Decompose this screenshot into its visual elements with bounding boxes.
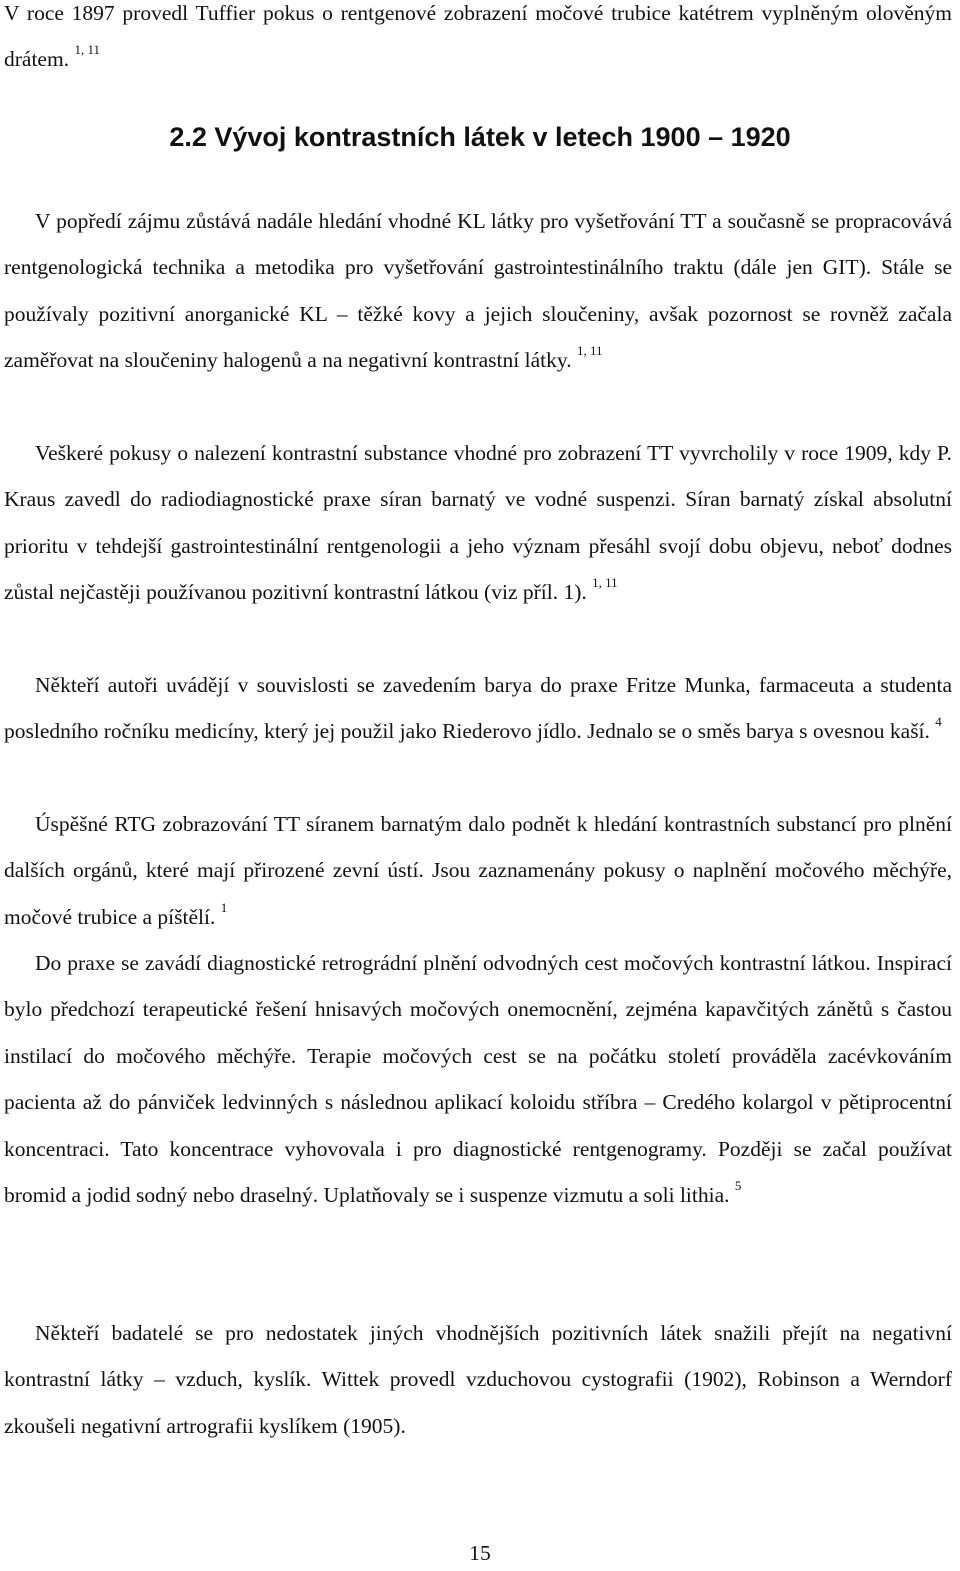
intro-citation: 1, 11 (74, 42, 100, 58)
paragraph-3 (4, 662, 952, 755)
paragraph-6 (4, 1310, 952, 1449)
paragraph-text: Úspěšné RTG zobrazování TT síranem barnatým dalo podnět k hledání kontrastních substancí pro plnění dalších orgánů, které mají přirozené zevní ústí. Jsou zaznamenány pokusy o naplnění močového měchýře, močové trubice a píštělí. (4, 812, 952, 929)
citation-ref: 4 (935, 714, 942, 730)
section-heading: 2.2 Vývoj kontrastních látek v letech 1900 – 1920 (169, 122, 791, 152)
citation-ref: 1, 11 (592, 575, 618, 591)
paragraph-text: Někteří badatelé se pro nedostatek jiných vhodnějších pozitivních látek snažili přejít na negativní kontrastní látky – vzduch, kyslík. Wittek provedl vzduchovou cystografii (1902), Robinson a Werndorf zkoušeli negativní artrografii kyslíkem (1905). (4, 1321, 952, 1438)
page-number: 15 (469, 1541, 491, 1565)
citation-ref: 1, 11 (576, 343, 603, 359)
citation-ref: 1 (220, 899, 228, 915)
paragraph-1 (4, 198, 952, 384)
paragraph-5 (4, 940, 952, 1218)
intro-text: V roce 1897 provedl Tuffier pokus o rentgenové zobrazení močové trubice katétrem vyplněným olověným drátem. (4, 1, 952, 72)
paragraph-text: V popředí zájmu zůstává nadále hledání vhodné KL látky pro vyšetřování TT a současně se propracovává rentgenologická technika a metodika pro vyšetřování gastrointestinálního traktu (dále jen GIT). Stále se používaly pozitivní anorganické KL – těžké kovy a jejich sloučeniny, avšak pozornost se rovněž začala zaměřovat na sloučeniny halogenů a na negativní kontrastní látky. (4, 209, 952, 373)
paragraph-text: Někteří autoři uvádějí v souvislosti se zavedením barya do praxe Fritze Munka, farmaceuta a studenta posledního ročníku medicíny, který jej použil jako Riederovo jídlo. Jednalo se o směs barya s ovesnou kaší. (4, 673, 952, 744)
intro-paragraph (4, 0, 952, 83)
paragraph-text: Do praxe se zavádí diagnostické retrográdní plnění odvodných cest močových kontrastní látkou. Inspirací bylo předchozí terapeutické řešení hnisavých močových onemocnění, zejména kapavčitých zánětů s častou instilací do močového měchýře. Terapie močových cest se na počátku století prováděla zacévkováním pacienta až do pánviček ledvinných s následnou aplikací koloidu stříbra – Credého kolargol v pětiprocentní koncentraci. Tato koncentrace vyhovovala i pro diagnostické rentgenogramy. Později se začal používat bromid a jodid sodný nebo draselný. Uplatňovaly se i suspenze vizmutu a soli lithia. (4, 951, 952, 1208)
paragraph-4 (4, 801, 952, 940)
citation-ref: 5 (734, 1178, 742, 1194)
paragraph-text: Veškeré pokusy o nalezení kontrastní substance vhodné pro zobrazení TT vyvrcholily v roce 1909, kdy P. Kraus zavedl do radiodiagnostické praxe síran barnatý ve vodné suspenzi. Síran barnatý získal absolutní prioritu v tehdejší gastrointestinální rentgenologii a jeho význam přesáhl svojí dobu objevu, neboť dodnes zůstal nejčastěji používanou pozitivní kontrastní látkou (viz příl. 1). (4, 441, 952, 605)
paragraph-2 (4, 430, 952, 616)
